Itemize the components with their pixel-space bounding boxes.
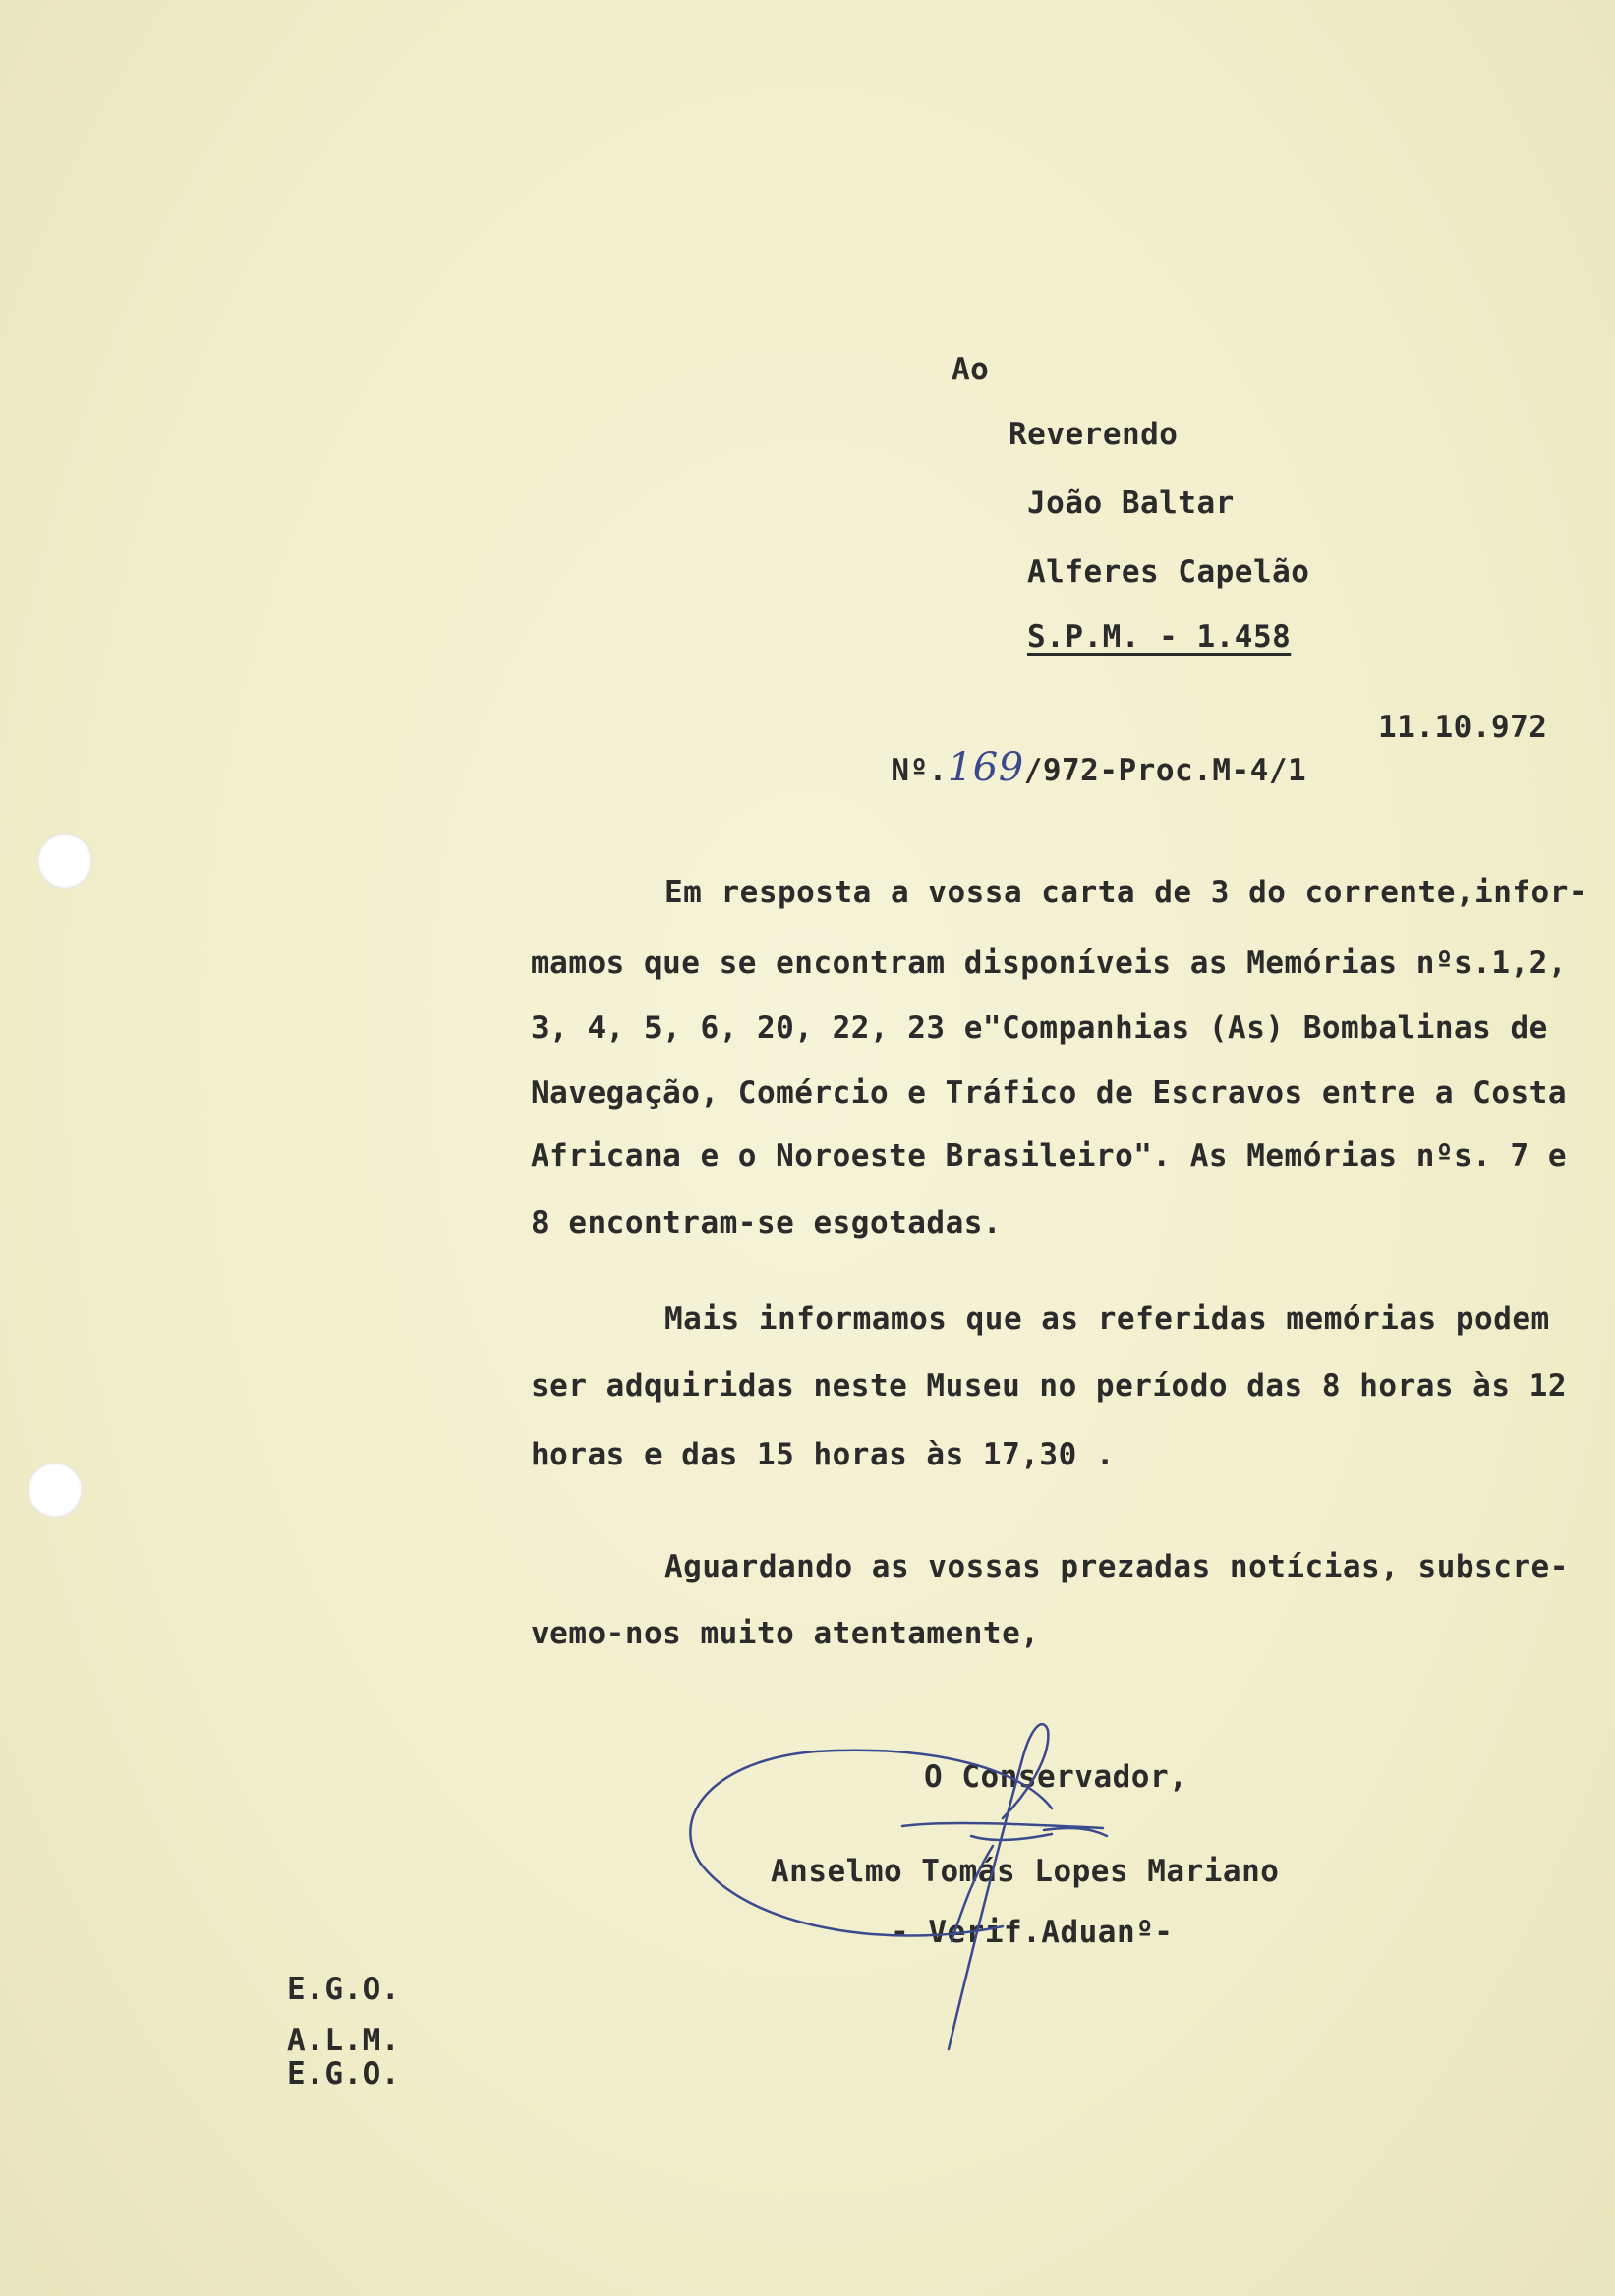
- paragraph-line: Navegação, Comércio e Tráfico de Escravos entre a Costa: [531, 1075, 1567, 1111]
- paragraph-line: ser adquiridas neste Museu no período das 8 horas às 12: [531, 1368, 1567, 1404]
- reference-prefix: Nº.: [891, 753, 948, 788]
- paragraph-line: mamos que se encontram disponíveis as Memórias nºs.1,2,: [531, 946, 1567, 981]
- address-name: João Baltar: [1027, 486, 1235, 521]
- signature-role: O Conservador,: [924, 1759, 1188, 1795]
- punch-hole-top: [37, 833, 92, 889]
- address-title: Alferes Capelão: [1027, 554, 1310, 590]
- punch-hole-bottom: [28, 1463, 83, 1518]
- reference-date: 11.10.972: [1378, 710, 1548, 745]
- paragraph-line: 3, 4, 5, 6, 20, 22, 23 e"Companhias (As) Bombalinas de: [531, 1010, 1548, 1046]
- reference-line: [853, 710, 1306, 790]
- signature-position: - Verif.Aduanº-: [891, 1915, 1174, 1950]
- paragraph-line: Africana e o Noroeste Brasileiro". As Memórias nºs. 7 e: [531, 1138, 1567, 1174]
- initials-2: A.L.M.: [287, 2023, 400, 2058]
- paragraph-line: vemo-nos muito atentamente,: [531, 1616, 1040, 1651]
- paragraph-line: horas e das 15 horas às 17,30 .: [531, 1437, 1116, 1472]
- paragraph-line: Mais informamos que as referidas memórias podem: [664, 1301, 1550, 1337]
- address-reverendo: Reverendo: [1009, 417, 1179, 452]
- reference-suffix: /972-Proc.M-4/1: [1023, 753, 1307, 788]
- paragraph-line: Aguardando as vossas prezadas notícias, subscre-: [664, 1549, 1569, 1584]
- address-spm: S.P.M. - 1.458: [1027, 619, 1292, 655]
- initials-1: E.G.O.: [287, 1972, 400, 2007]
- initials-3: E.G.O.: [287, 2056, 400, 2092]
- reference-handwritten-number: 169: [947, 745, 1024, 790]
- paragraph-line: 8 encontram-se esgotadas.: [531, 1205, 1003, 1240]
- paragraph-line: Em resposta a vossa carta de 3 do corrente,infor-: [664, 875, 1588, 910]
- signature-name: Anselmo Tomás Lopes Mariano: [771, 1854, 1280, 1889]
- address-ao: Ao: [952, 352, 990, 387]
